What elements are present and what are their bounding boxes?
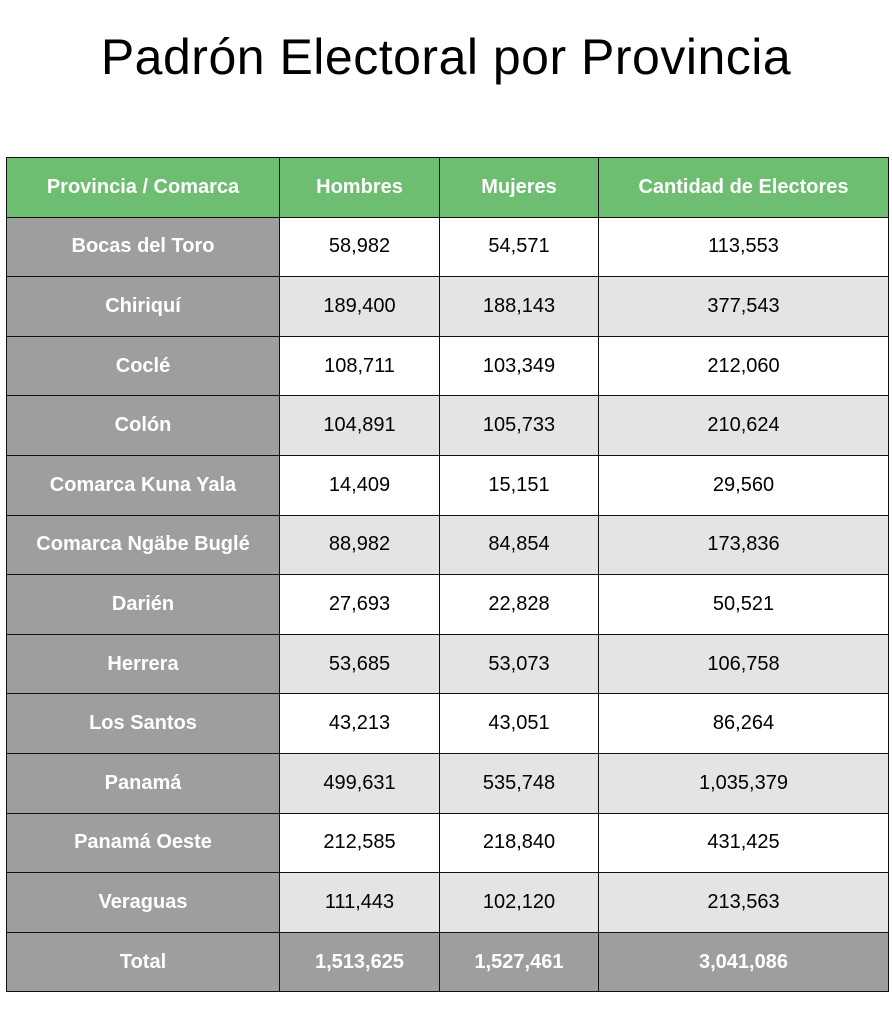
cell-electores: 213,563 (599, 873, 889, 933)
cell-provincia: Darién (7, 575, 280, 635)
cell-hombres: 88,982 (280, 515, 440, 575)
cell-electores: 212,060 (599, 336, 889, 396)
table-row (7, 753, 889, 813)
total-mujeres: 1,527,461 (440, 932, 599, 992)
cell-electores: 377,543 (599, 277, 889, 337)
table-row (7, 694, 889, 754)
cell-provincia: Los Santos (7, 694, 280, 754)
cell-provincia: Colón (7, 396, 280, 456)
table-row (7, 277, 889, 337)
cell-electores: 431,425 (599, 813, 889, 873)
cell-provincia: Bocas del Toro (7, 217, 280, 277)
cell-provincia: Comarca Kuna Yala (7, 455, 280, 515)
cell-mujeres: 218,840 (440, 813, 599, 873)
cell-electores: 173,836 (599, 515, 889, 575)
cell-electores: 113,553 (599, 217, 889, 277)
cell-mujeres: 535,748 (440, 753, 599, 813)
cell-mujeres: 103,349 (440, 336, 599, 396)
cell-electores: 29,560 (599, 455, 889, 515)
table-body (7, 217, 889, 932)
column-header-hombres: Hombres (280, 158, 440, 218)
table-row (7, 873, 889, 933)
column-header-mujeres: Mujeres (440, 158, 599, 218)
cell-mujeres: 15,151 (440, 455, 599, 515)
cell-provincia: Panamá (7, 753, 280, 813)
table-row (7, 575, 889, 635)
total-electores: 3,041,086 (599, 932, 889, 992)
table-row (7, 336, 889, 396)
cell-electores: 1,035,379 (599, 753, 889, 813)
cell-hombres: 212,585 (280, 813, 440, 873)
cell-hombres: 499,631 (280, 753, 440, 813)
header-row (7, 158, 889, 218)
cell-mujeres: 54,571 (440, 217, 599, 277)
cell-provincia: Coclé (7, 336, 280, 396)
table-row (7, 396, 889, 456)
cell-provincia: Comarca Ngäbe Buglé (7, 515, 280, 575)
cell-provincia: Panamá Oeste (7, 813, 280, 873)
cell-hombres: 111,443 (280, 873, 440, 933)
cell-mujeres: 22,828 (440, 575, 599, 635)
cell-mujeres: 102,120 (440, 873, 599, 933)
cell-hombres: 58,982 (280, 217, 440, 277)
cell-mujeres: 84,854 (440, 515, 599, 575)
cell-electores: 50,521 (599, 575, 889, 635)
cell-electores: 106,758 (599, 634, 889, 694)
cell-mujeres: 53,073 (440, 634, 599, 694)
cell-hombres: 43,213 (280, 694, 440, 754)
cell-electores: 210,624 (599, 396, 889, 456)
cell-electores: 86,264 (599, 694, 889, 754)
cell-provincia: Veraguas (7, 873, 280, 933)
cell-hombres: 189,400 (280, 277, 440, 337)
cell-hombres: 108,711 (280, 336, 440, 396)
electoral-table (6, 157, 889, 992)
total-hombres: 1,513,625 (280, 932, 440, 992)
cell-mujeres: 105,733 (440, 396, 599, 456)
table-row (7, 813, 889, 873)
cell-mujeres: 43,051 (440, 694, 599, 754)
table-row (7, 634, 889, 694)
total-label: Total (7, 932, 280, 992)
column-header-electores: Cantidad de Electores (599, 158, 889, 218)
column-header-provincia: Provincia / Comarca (7, 158, 280, 218)
table-row (7, 455, 889, 515)
cell-hombres: 53,685 (280, 634, 440, 694)
cell-provincia: Herrera (7, 634, 280, 694)
cell-mujeres: 188,143 (440, 277, 599, 337)
table-row (7, 515, 889, 575)
page-title: Padrón Electoral por Provincia (100, 29, 792, 85)
cell-hombres: 27,693 (280, 575, 440, 635)
cell-hombres: 104,891 (280, 396, 440, 456)
cell-hombres: 14,409 (280, 455, 440, 515)
cell-provincia: Chiriquí (7, 277, 280, 337)
total-row (7, 932, 889, 992)
table-row (7, 217, 889, 277)
